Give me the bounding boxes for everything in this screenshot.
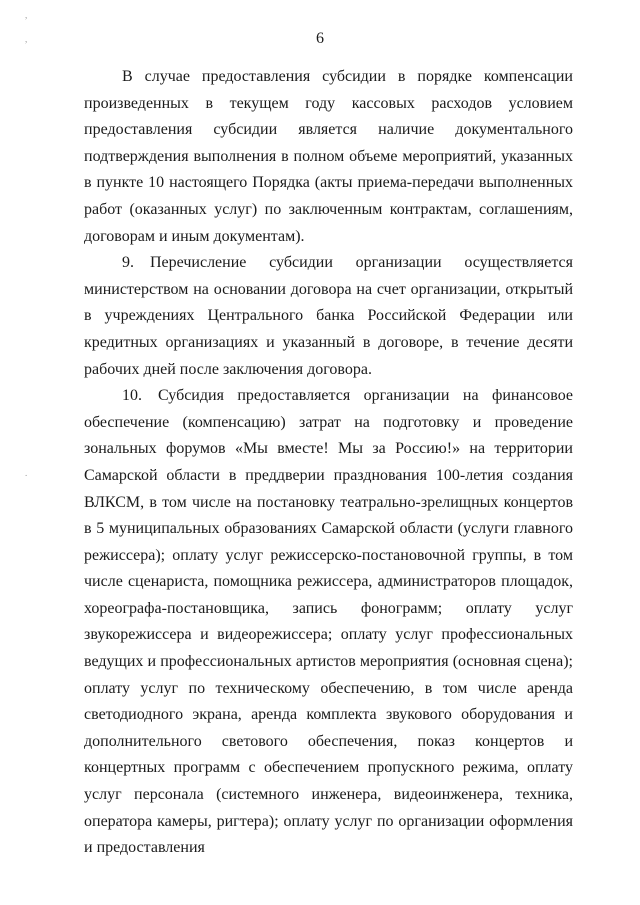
margin-mark: , bbox=[25, 34, 28, 44]
margin-mark: , bbox=[25, 10, 28, 20]
paragraph-9-subsidy-transfer: 9. Перечисление субсидии организации осуществляется министерством на основании договора на счет организации, открытый в учреждениях Центрального банка Российской Федерации или кредитных организациях и указанный в договоре, в течение десяти рабочих дней после заключения договора. bbox=[84, 254, 573, 378]
margin-mark: . bbox=[25, 468, 28, 478]
page-number: 6 bbox=[316, 30, 324, 47]
paragraph-subsidy-compensation-condition: В случае предоставления субсидии в порядке компенсации произведенных в текущем году кассовых расходов условием предоставления субсидии является наличие документального подтверждения выполнения в полном объеме мероприятий, указанных в пункте 10 настоящего Порядка (акты приема-передачи выполненных работ (оказанных услуг) по заключенным контрактам, соглашениям, договорам и иным документам). bbox=[84, 68, 573, 245]
document-body bbox=[84, 64, 573, 862]
paragraph-10-subsidy-purpose: 10. Субсидия предоставляется организации на финансовое обеспечение (компенсацию) затрат на подготовку и проведение зональных форумов «Мы вместе! Мы за Россию!» на территории Самарской области в преддверии празднования 100-летия создания ВЛКСМ, в том числе на постановку театрально-зрелищных концертов в 5 муниципальных образованиях Самарской области (услуги главного режиссера); оплату услуг режиссерско-постановочной группы, в том числе сценариста, помощника режиссера, администраторов площадок, хореографа-постановщика, запись фонограмм; оплату услуг звукорежиссера и видеорежиссера; оплату услуг профессиональных ведущих и профессиональных артистов мероприятия (основная сцена); оплату услуг по техническому обеспечению, в том числе аренда светодиодного экрана, аренда комплекта звукового оборудования и дополнительного светового обеспечения, показ концертов и концертных программ с обеспечением пропускного режима, оплату услуг персонала (системного инженера, видеоинженера, техника, оператора камеры, ригтера); оплату услуг по организации оформления и предоставления bbox=[84, 387, 573, 857]
